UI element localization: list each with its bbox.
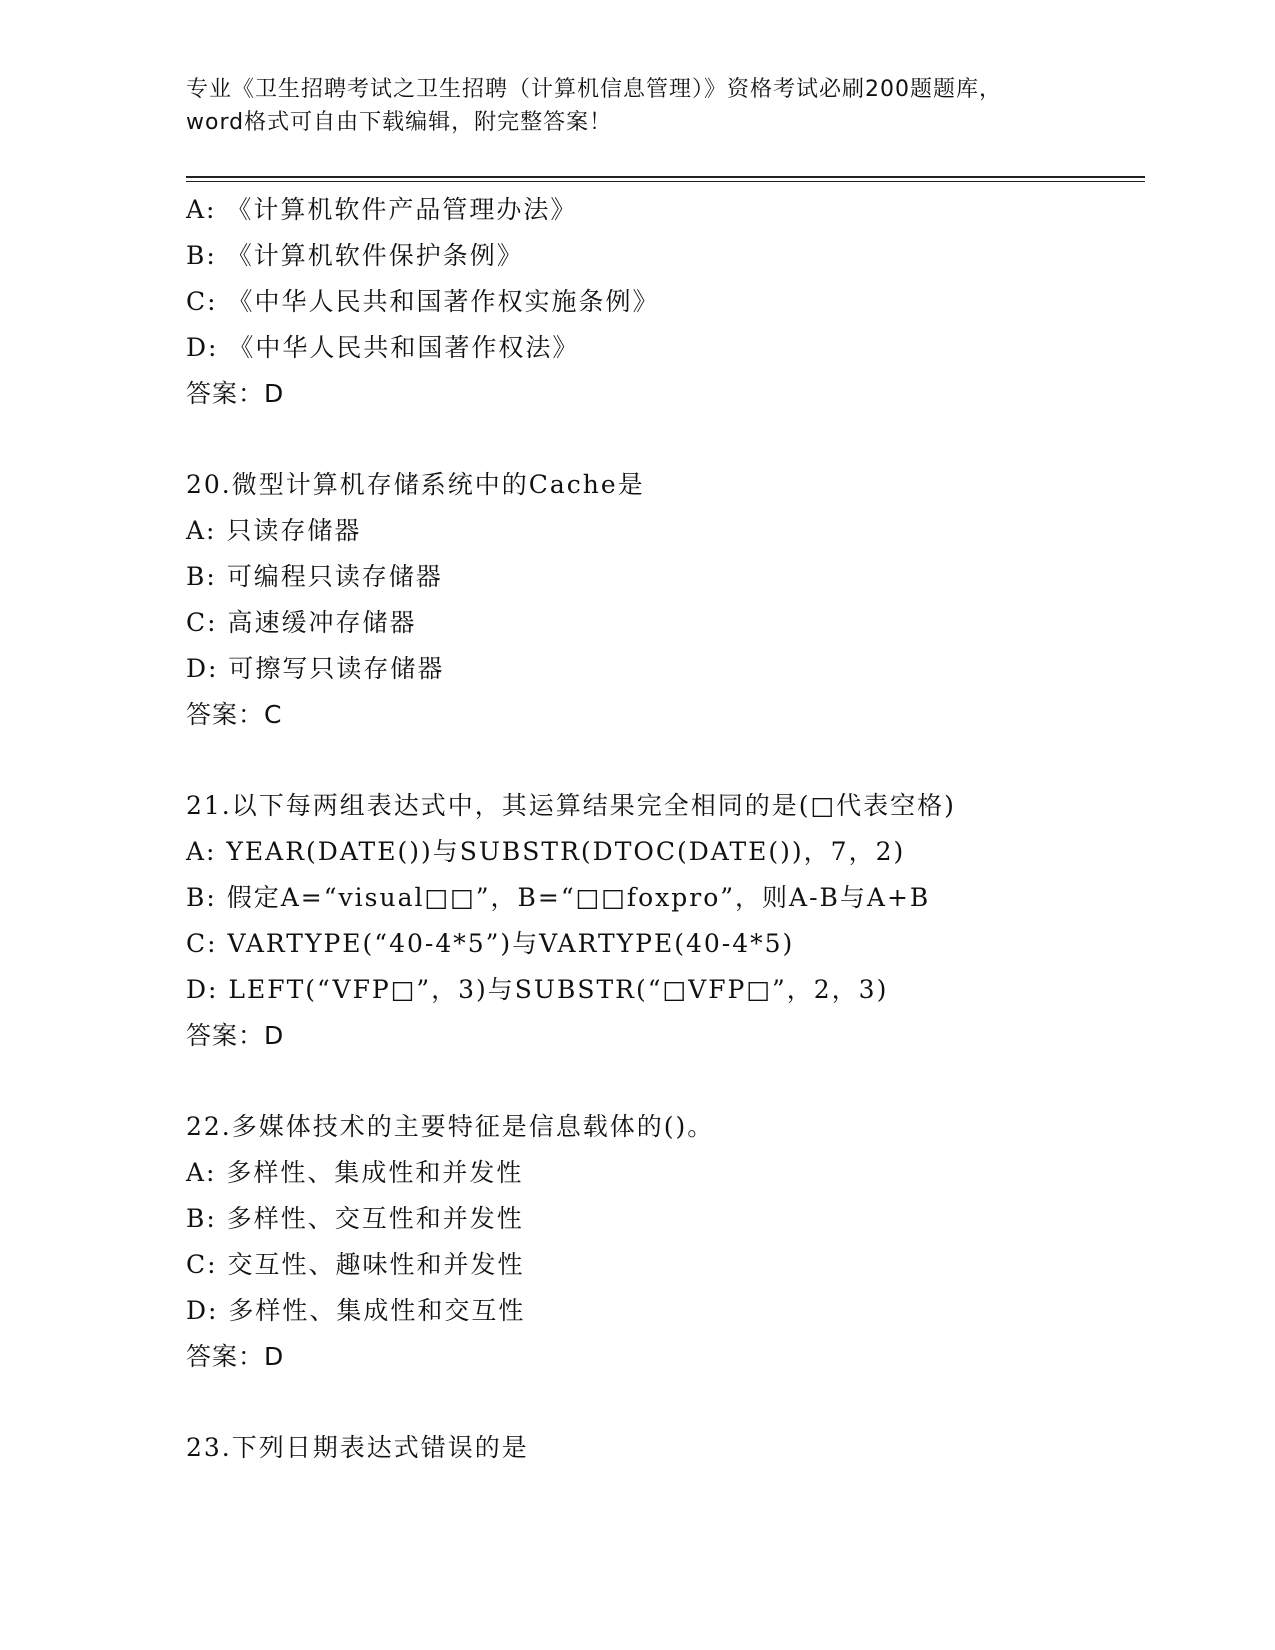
option-b: B: 《计算机软件保护条例》 <box>186 241 524 270</box>
option-a: A: 《计算机软件产品管理办法》 <box>186 195 578 224</box>
question-list <box>186 187 1146 1471</box>
option-c: C: 交互性、趣味性和并发性 <box>186 1250 525 1279</box>
header-line-2: word格式可自由下载编辑，附完整答案！ <box>186 110 613 135</box>
question-text: 20.微型计算机存储系统中的Cache是 <box>186 470 645 499</box>
block-spacer <box>186 1059 1146 1104</box>
question-text: 21.以下每两组表达式中，其运算结果完全相同的是(□代表空格) <box>186 791 956 820</box>
question-text: 23.下列日期表达式错误的是 <box>186 1433 529 1462</box>
question-block-22 <box>186 1104 1146 1380</box>
option-b: B: 多样性、交互性和并发性 <box>186 1204 524 1233</box>
option-c: C: 《中华人民共和国著作权实施条例》 <box>186 287 660 316</box>
block-spacer <box>186 417 1146 462</box>
option-c: C: 高速缓冲存储器 <box>186 608 417 637</box>
question-block-19 <box>186 187 1146 417</box>
option-d: D: 可擦写只读存储器 <box>186 654 445 683</box>
question-block-21 <box>186 783 1146 1059</box>
option-a: A: 只读存储器 <box>186 516 362 545</box>
option-d: D: 《中华人民共和国著作权法》 <box>186 333 580 362</box>
option-a: A: YEAR(DATE())与SUBSTR(DTOC(DATE())，7，2) <box>186 837 906 866</box>
option-d: D: 多样性、集成性和交互性 <box>186 1296 526 1325</box>
answer-line: 答案：C <box>186 700 283 729</box>
option-b: B: 可编程只读存储器 <box>186 562 443 591</box>
question-block-20 <box>186 462 1146 738</box>
header-divider-thin <box>186 181 1145 182</box>
document-header <box>186 73 1086 139</box>
block-spacer <box>186 1380 1146 1425</box>
option-b: B: 假定A=“visual□□”，B=“□□foxpro”，则A-B与A+B <box>186 883 931 912</box>
option-a: A: 多样性、集成性和并发性 <box>186 1158 524 1187</box>
header-line-1: 专业《卫生招聘考试之卫生招聘（计算机信息管理）》资格考试必刷200题题库， <box>186 77 1002 102</box>
option-c: C: VARTYPE(“40-4*5”)与VARTYPE(40-4*5) <box>186 929 795 958</box>
block-spacer <box>186 738 1146 783</box>
option-d: D: LEFT(“VFP□”，3)与SUBSTR(“□VFP□”，2，3) <box>186 975 889 1004</box>
header-divider-thick <box>186 176 1145 178</box>
question-block-23 <box>186 1425 1146 1471</box>
question-text: 22.多媒体技术的主要特征是信息载体的()。 <box>186 1112 715 1141</box>
answer-line: 答案：D <box>186 379 285 408</box>
answer-line: 答案：D <box>186 1342 285 1371</box>
answer-line: 答案：D <box>186 1021 285 1050</box>
